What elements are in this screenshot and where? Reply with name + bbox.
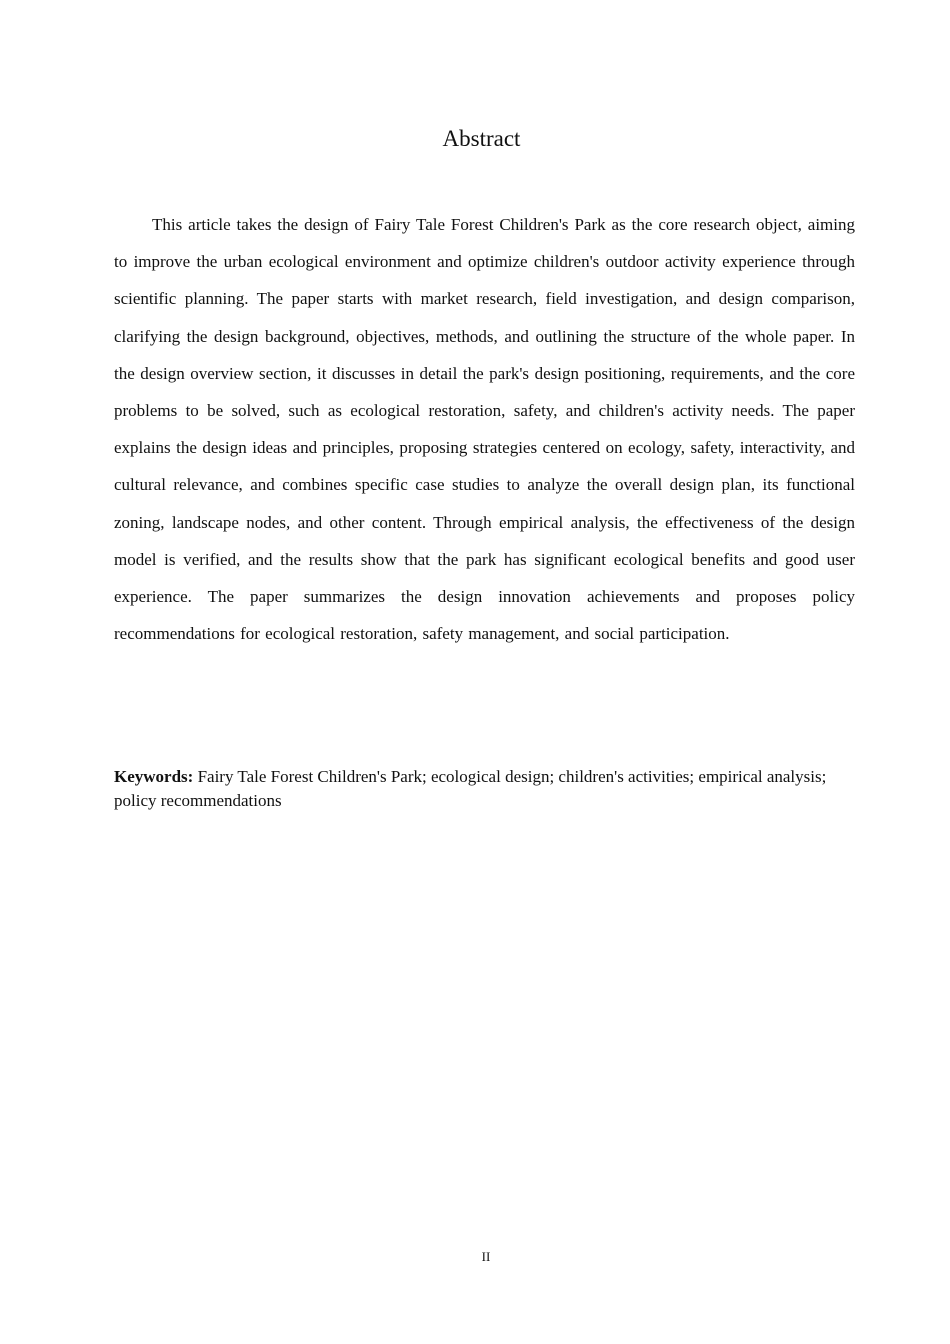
keywords-label: Keywords: [114,767,194,786]
keywords-paragraph [114,765,855,813]
page-number: II [481,1249,491,1264]
keywords-text: Fairy Tale Forest Children's Park; ecological design; children's activities; empirical analysis; policy recommendations [114,767,827,810]
abstract-body: This article takes the design of Fairy Tale Forest Children's Park as the core research object, aiming to improve the urban ecological environment and optimize children's outdoor activity experience through scientific planning. The paper starts with market research, field investigation, and design comparison, clarifying the design background, objectives, methods, and outlining the structure of the whole paper. In the design overview section, it discusses in detail the park's design positioning, requirements, and the core problems to be solved, such as ecological restoration, safety, and children's activity needs. The paper explains the design ideas and principles, proposing strategies centered on ecology, safety, interactivity, and cultural relevance, and combines specific case studies to analyze the overall design plan, its functional zoning, landscape nodes, and other content. Through empirical analysis, the effectiveness of the design model is verified, and the results show that the park has significant ecological benefits and good user experience. The paper summarizes the design innovation achievements and proposes policy recommendations for ecological restoration, safety management, and social participation. [114,215,855,644]
abstract-title: Abstract [442,126,521,151]
